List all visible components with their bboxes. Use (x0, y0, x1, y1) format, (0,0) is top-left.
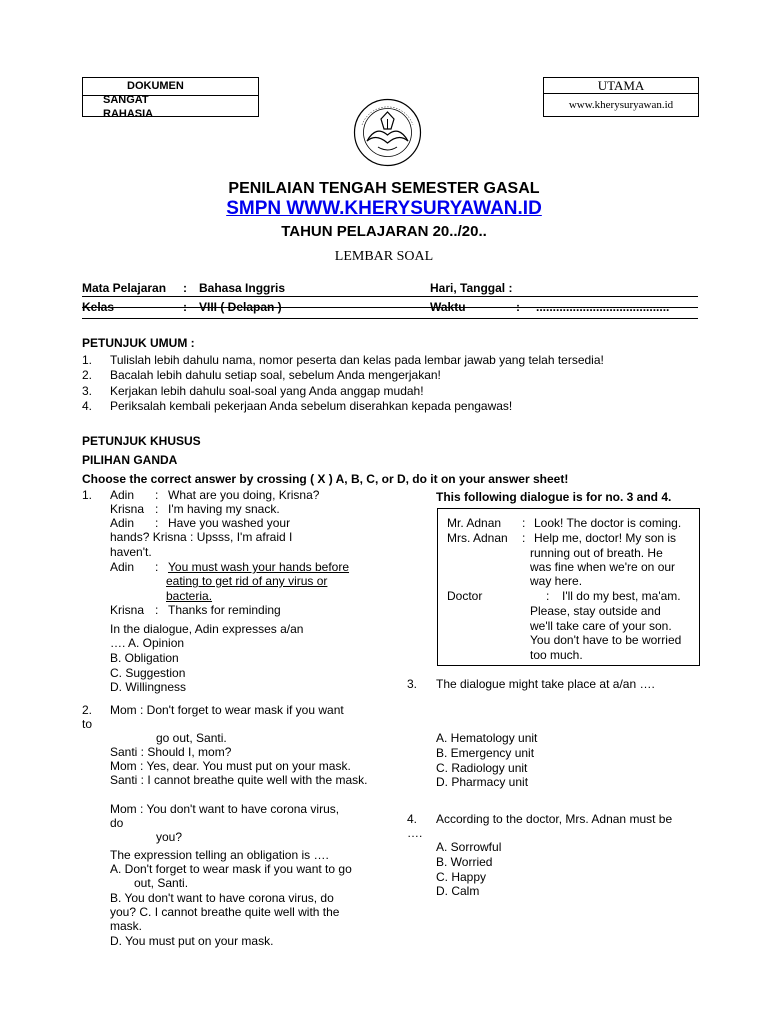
specific-instructions-heading: PETUNJUK KHUSUS (82, 434, 201, 448)
dialogue-line-2b: running out of breath. He (530, 546, 663, 560)
q2-line-3: Santi : Should I, mom? (110, 745, 232, 759)
q2-stem: The expression telling an obligation is …. (110, 848, 329, 862)
q4-option-c: C. Happy (436, 870, 487, 884)
q1-wrap-2: haven't. (110, 545, 152, 559)
dialogue-sep-2: : (522, 531, 526, 545)
q2-option-b-3: mask. (110, 919, 143, 933)
dialogue-sep-1: : (522, 516, 526, 530)
q4-stem: According to the doctor, Mrs. Adnan must be (436, 812, 673, 826)
q2-line-7: you? (156, 830, 183, 844)
q1-sep-3: : (155, 516, 159, 530)
general-item-4: Periksalah kembali pekerjaan Anda sebelum diserahkan kepada pengawas! (110, 399, 513, 413)
class-colon: : (183, 300, 187, 314)
q1-sep-2: : (155, 502, 159, 516)
q2-line-6-wrap: do (110, 816, 124, 830)
q4-option-a: A. Sorrowful (436, 840, 502, 854)
q1-option-a: …. A. Opinion (110, 636, 185, 650)
website-label: www.kherysuryawan.id (568, 99, 674, 111)
general-instructions-heading: PETUNJUK UMUM : (82, 336, 195, 350)
info-rule-strike (82, 307, 698, 308)
q4-option-d: D. Calm (436, 884, 480, 898)
q2-option-b-2: you? C. I cannot breathe quite well with the (110, 905, 340, 919)
time-colon: : (516, 300, 520, 314)
dialogue-line-2d: way here. (530, 574, 583, 588)
dialogue-line-1: Look! The doctor is coming. (534, 516, 682, 530)
dialogue-line-3d: You don't have to be worried (530, 633, 682, 647)
lembar-soal: LEMBAR SOAL (334, 249, 434, 264)
q1-speaker-5: Krisna (110, 603, 145, 617)
dialogue-line-3a: I'll do my best, ma'am. (562, 589, 681, 603)
dialogue-speaker-1: Mr. Adnan (447, 516, 502, 530)
utama-box-divider (543, 93, 699, 94)
classification-line-2: SANGAT (103, 94, 149, 106)
dialogue-speaker-3: Doctor (447, 589, 483, 603)
general-item-2: Bacalah lebih dahulu setiap soal, sebelum Anda mengerjakan! (110, 368, 441, 382)
q1-speaker-2: Krisna (110, 502, 145, 516)
q2-line-5: Santi : I cannot breathe quite well with the mask. (110, 773, 368, 787)
q3-option-a: A. Hematology unit (436, 731, 538, 745)
q1-line-4b: eating to get rid of any virus or (166, 574, 328, 588)
q1-sep-5: : (155, 603, 159, 617)
q1-line-4a: You must wash your hands before (168, 560, 350, 574)
classification-box (82, 77, 259, 120)
dialogue-line-3e: too much. (530, 648, 583, 662)
subject-colon: : (183, 281, 187, 295)
q2-number: 2. (82, 703, 93, 717)
class-label: Kelas (82, 300, 115, 314)
general-item-2-num: 2. (82, 368, 93, 382)
info-rule-1 (82, 296, 698, 297)
q2-line-1-wrap: to (82, 717, 93, 731)
q1-speaker-3: Adin (110, 516, 135, 530)
classification-line-1: DOKUMEN (127, 80, 184, 92)
subject-label: Mata Pelajaran (82, 281, 167, 295)
q3-number: 3. (407, 677, 418, 691)
classification-box-divider (82, 95, 259, 96)
q1-number: 1. (82, 488, 93, 502)
time-value: ........................................ (536, 300, 670, 314)
dialogue-box-title: This following dialogue is for no. 3 and 4. (436, 490, 672, 504)
dialogue-sep-3: : (546, 589, 550, 603)
q1-line-2: I'm having my snack. (168, 502, 280, 516)
q1-option-d: D. Willingness (110, 680, 187, 694)
q3-option-b: B. Emergency unit (436, 746, 535, 760)
dialogue-box (437, 508, 700, 666)
q1-sep-1: : (155, 488, 159, 502)
general-item-4-num: 4. (82, 399, 93, 413)
q1-line-3: Have you washed your (168, 516, 291, 530)
general-item-3: Kerjakan lebih dahulu soal-soal yang Anda anggap mudah! (110, 384, 424, 398)
q1-line-1: What are you doing, Krisna? (168, 488, 320, 502)
dialogue-speaker-2: Mrs. Adnan (447, 531, 508, 545)
q2-line-4: Mom : Yes, dear. You must put on your mask. (110, 759, 351, 773)
q1-speaker-4: Adin (110, 560, 135, 574)
academic-year: TAHUN PELAJARAN 20../20.. (281, 223, 487, 240)
q4-stem-wrap: …. (407, 826, 423, 840)
q3-option-d: D. Pharmacy unit (436, 775, 529, 789)
q1-wrap-1: hands? Krisna : Upsss, I'm afraid I (110, 530, 293, 544)
general-item-3-num: 3. (82, 384, 93, 398)
q1-option-c: C. Suggestion (110, 666, 186, 680)
dialogue-line-3c: we'll take care of your son. (530, 619, 672, 633)
q1-option-b: B. Obligation (110, 651, 179, 665)
general-item-1-num: 1. (82, 353, 93, 367)
subject-value: Bahasa Inggris (199, 281, 286, 295)
utama-box (543, 77, 699, 117)
q2-option-d: D. You must put on your mask. (110, 934, 274, 948)
q1-speaker-1: Adin (110, 488, 135, 502)
classification-line-3: RAHASIA (103, 108, 154, 120)
tut-wuri-handayani-logo (350, 95, 425, 170)
class-value: VIII ( Delapan ) (199, 300, 282, 314)
q1-line-4c: bacteria. (166, 589, 213, 603)
q2-line-6: Mom : You don't want to have corona virus, (110, 802, 340, 816)
answer-instruction: Choose the correct answer by crossing ( X ) A, B, C, or D, do it on your answer sheet! (82, 472, 569, 486)
q2-option-b-1: B. You don't want to have corona virus, do (110, 891, 334, 905)
utama-label: UTAMA (597, 78, 645, 93)
q2-option-a-1: A. Don't forget to wear mask if you want to go (110, 862, 352, 876)
q3-stem: The dialogue might take place at a/an …. (436, 677, 655, 691)
q2-line-1: Mom : Don't forget to wear mask if you want (110, 703, 344, 717)
q1-sep-4: : (155, 560, 159, 574)
q4-number: 4. (407, 812, 418, 826)
date-label: Hari, Tanggal : (430, 281, 513, 295)
exam-title: PENILAIAN TENGAH SEMESTER GASAL (228, 180, 540, 197)
school-name: SMPN WWW.KHERYSURYAWAN.ID (226, 198, 542, 219)
dialogue-line-3b: Please, stay outside and (530, 604, 661, 618)
multiple-choice-heading: PILIHAN GANDA (82, 453, 178, 467)
q1-line-5: Thanks for reminding (168, 603, 281, 617)
q2-line-2: go out, Santi. (156, 731, 227, 745)
info-rule-2 (82, 318, 698, 319)
q1-stem: In the dialogue, Adin expresses a/an (110, 622, 304, 636)
q2-option-a-2: out, Santi. (134, 876, 189, 890)
dialogue-line-2c: was fine when we're on our (530, 560, 676, 574)
q4-option-b: B. Worried (436, 855, 493, 869)
q3-option-c: C. Radiology unit (436, 761, 528, 775)
time-label: Waktu (430, 300, 466, 314)
dialogue-line-2a: Help me, doctor! My son is (534, 531, 677, 545)
general-item-1: Tulislah lebih dahulu nama, nomor peserta dan kelas pada lembar jawab yang telah tersedia! (110, 353, 604, 367)
